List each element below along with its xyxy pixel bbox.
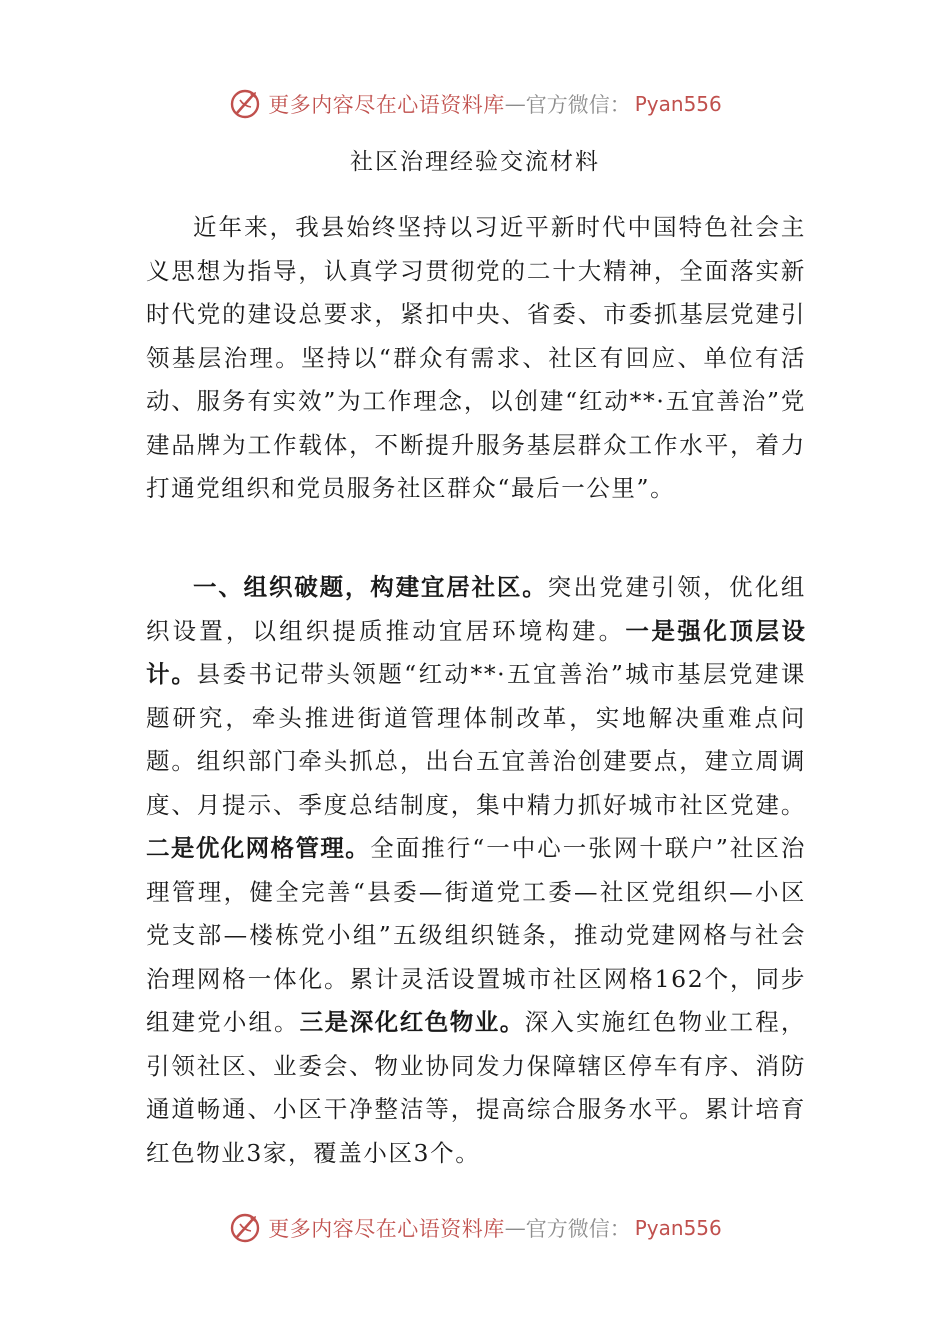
item-two-heading: 二是优化网格管理。 bbox=[146, 834, 371, 862]
item-one-text: 县委书记带头领题“红动**·五宜善治”城市基层党建课题研究，牵头推进街道管理体制改革，实地解决重难点问题。组织部门牵头抓总，出台五宜善治创建要点，建立周调度、月提示、季度总结制度，集中精力抓好城市社区党建。 bbox=[146, 660, 806, 819]
item-three-heading: 三是深化红色物业。 bbox=[299, 1008, 525, 1036]
banner-separator: — bbox=[504, 1216, 526, 1240]
banner-wechat-label: 官方微信： bbox=[525, 1217, 631, 1241]
banner-main-text: 更多内容尽在心语资料库 bbox=[268, 1217, 505, 1241]
section-one-paragraph bbox=[146, 566, 806, 1175]
intro-paragraph-block bbox=[146, 206, 806, 511]
pen-logo-icon bbox=[228, 86, 264, 122]
banner-separator: — bbox=[504, 92, 526, 116]
banner-wechat-id: Pyan556 bbox=[634, 92, 722, 116]
item-three-text: 深入实施红色物业工程，引领社区、业委会、物业协同发力保障辖区停车有序、消防通道畅通、小区干净整洁等，提高综合服务水平。累计培育红色物业3家，覆盖小区3个。 bbox=[146, 1008, 806, 1167]
header-watermark-banner bbox=[0, 84, 950, 124]
section-one-lead: 突出党建引领，优化组织设置，以组织提质推动宜居环境构建。 bbox=[146, 573, 807, 645]
intro-paragraph: 近年来，我县始终坚持以习近平新时代中国特色社会主义思想为指导，认真学习贯彻党的二十大精神，全面落实新时代党的建设总要求，紧扣中央、省委、市委抓基层党建引领基层治理。坚持以“群众有需求、社区有回应、单位有活动、服务有实效”为工作理念，以创建“红动**·五宜善治”党建品牌为工作载体，不断提升服务基层群众工作水平，着力打通党组织和党员服务社区群众“最后一公里”。 bbox=[146, 213, 806, 502]
banner-wechat-label: 官方微信： bbox=[525, 93, 631, 117]
banner-main-text: 更多内容尽在心语资料库 bbox=[268, 93, 505, 117]
banner-wechat-id: Pyan556 bbox=[634, 1216, 722, 1240]
document-title: 社区治理经验交流材料 bbox=[350, 149, 600, 175]
section-one-block bbox=[146, 566, 806, 1175]
section-one-heading: 一、组织破题，构建宜居社区。 bbox=[193, 573, 548, 601]
item-one-heading: 一是强化顶层设计。 bbox=[146, 616, 806, 688]
pen-logo-icon bbox=[228, 1210, 264, 1246]
footer-watermark-banner bbox=[0, 1208, 950, 1248]
item-two-text: 全面推行“一中心一张网十联户”社区治理管理，健全完善“县委—街道党工委—社区党组织—小区党支部—楼栋党小组”五级组织链条，推动党建网格与社会治理网格一体化。累计灵活设置城市社区网格162个，同步组建党小组。 bbox=[146, 834, 807, 1036]
